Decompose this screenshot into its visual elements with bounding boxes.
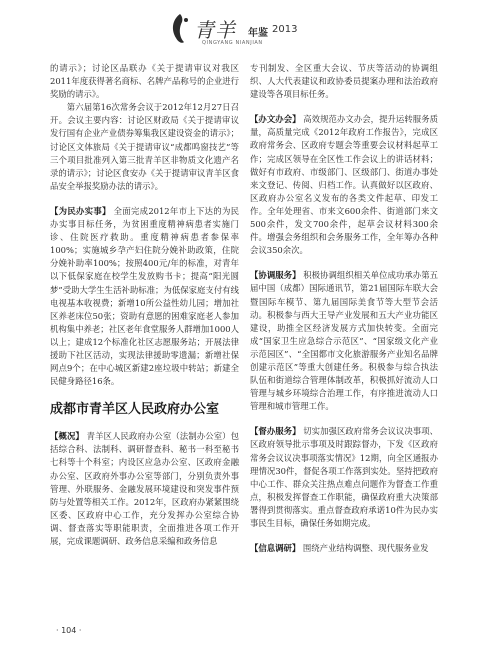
right-column xyxy=(250,62,438,555)
tag-coordination: 【协调服务】 xyxy=(250,270,301,281)
tag-overview: 【概况】 xyxy=(50,431,84,442)
yearbook-logo xyxy=(168,10,318,54)
logo-year: 2013 xyxy=(272,24,298,35)
text-public-service: 全面完成2012年市上下达的为民办实事目标任务，为贫困重度精神病患者实施门诊、住院医疗救助。重度精神病患者参保率100%；实施城乡孕产妇住院分娩补助政策，住院分娩补助率100%；按照400元/年的标准，对青年以下低保家庭在校学生发放购书卡；提高“阳光圆梦”受助大学生生活补助标准；为低保家庭支付有线电视基本收视费；新增10所公益性幼儿园；增加社区养老床位50张；资助有意愿的困难家庭老人参加机构集中养老；社区老年食堂服务人群增加1000人以上；建成12个标准化社区志愿服务站；开展法律援助下社区活动，实现法律援助零遗漏；新增社保网点9个；在中心城区新建2座垃圾中转站；新建全民健身路径16条。 xyxy=(50,205,239,387)
section-title: 成都市青羊区人民政府办公室 xyxy=(50,402,220,418)
logo-title: 青羊 xyxy=(194,18,236,42)
paragraph-overview xyxy=(50,430,239,548)
ink-brush-icon xyxy=(168,12,192,50)
page-number: · 104 · xyxy=(56,626,82,635)
paragraph-continued-right: 专刊制发、全区重大会议、节庆等活动的协调组织、人大代表建议和政协委员提案办理和法治政府建设等各项目标任务。 xyxy=(250,63,438,100)
paragraph-continued: 的请示》；讨论区品联办《关于提请审议对我区2011年度获得著名商标、名牌产品称号的企业进行奖励的请示》。 xyxy=(50,63,239,100)
tag-document-meetings: 【办文办会】 xyxy=(250,114,301,125)
logo-pinyin: QINGYANG NIANJIAN xyxy=(202,40,263,46)
paragraph-meeting-16: 第六届第16次常务会议于2012年12月27日召开。会议主要内容：讨论区财政局《关于提请审议发行国有企业产业债券筹集我区建设资金的请示》；讨论区文体旅局《关于提请审议“成都鸣窗技艺”等三个项目批准列入第三批青羊区非物质文化遗产名录的请示》；讨论区食安办《关于提请审议青羊区食品安全举报奖励办法的请示》。 xyxy=(50,102,239,191)
text-document-meetings: 高效规范办文办会，提升运转服务质量，高质量完成《2012年政府工作报告》，完成区政府常务会、区政府专题会等重要会议材料起草工作；完成区领导在全区性工作会议上的讲话材料；做好有市政府、市级部门、区级部门、街道办事处来文登记、传阅、归档工作。认真做好以区政府、区政府办公室名义发布的各类文件起草、印发工作。全年处理省、市来文600余件、街道部门来文500余件，发文700余件，起草会议材料300余件。增强会务组织和会务服务工作，全年筹办各种会议350余次。 xyxy=(250,114,438,256)
paragraph-document-meetings xyxy=(250,113,438,257)
text-supervision: 切实加强区政府常务会议议决事项、区政府领导批示事项及时跟踪督办，下发《区政府常务会议议决事项落实情况》12期，向全区通报办理情况30件，督促各项工作落到实处。坚持把政府中心工作、群众关注热点难点问题作为督查工作重点，积极发挥督查工作职能，确保政府重大决策部署得到贯彻落实。重点督查政府承诺10件为民办实事民生目标，确保任务如期完成。 xyxy=(250,426,438,528)
text-coordination: 积极协调组织相关单位成功承办第五届中国（成都）国际通讯节，第21届国际车联大会暨国际车模节、第九届国际美食节等大型节会活动。积极参与西大王导产业发展和五大产业功能区建设，助推全区经济发展方式加快转变。全面完成“国家卫生应急综合示范区”、“国家级文化产业示范园区”、“全国都市文化旅游服务产业知名品牌创建示范区”等重大创建任务。积极参与综合执法队伍和街道综合管理体制改革，积极抓好流动人口管理与城乡环境综合治理工作，有序推进流动人口管理和城市管理工作。 xyxy=(250,270,438,412)
left-column xyxy=(50,62,239,548)
paragraph-research xyxy=(250,542,438,555)
paragraph-coordination xyxy=(250,269,438,413)
paragraph-supervision xyxy=(250,425,438,530)
tag-research: 【信息调研】 xyxy=(250,543,301,554)
text-research: 围绕产业结构调整、现代服务业发 xyxy=(300,543,429,554)
tag-supervision: 【督办服务】 xyxy=(250,426,301,437)
tag-public-service: 【为民办实事】 xyxy=(50,205,111,216)
paragraph-public-service xyxy=(50,205,239,388)
logo-suffix: 年鉴 xyxy=(248,28,268,39)
page-header xyxy=(0,0,480,58)
text-overview: 青羊区人民政府办公室（法制办公室）包括综合科、法制科、调研督查科、秘书一科至秘书七科等十个科室；内设区应急办公室、区政府金融办公室、区政府外事办公室等部门，分别负责外事管理、外联服务、金融发展环境建设和突发事件预防与处置等相关工作。2012年，区政府办紧紧围绕区委、区政府中心工作，充分发挥办公室综合协调、督查落实等职能职责，全面推进各项工作开展，完成课题调研、政务信息采编和政务信息 xyxy=(50,431,240,546)
